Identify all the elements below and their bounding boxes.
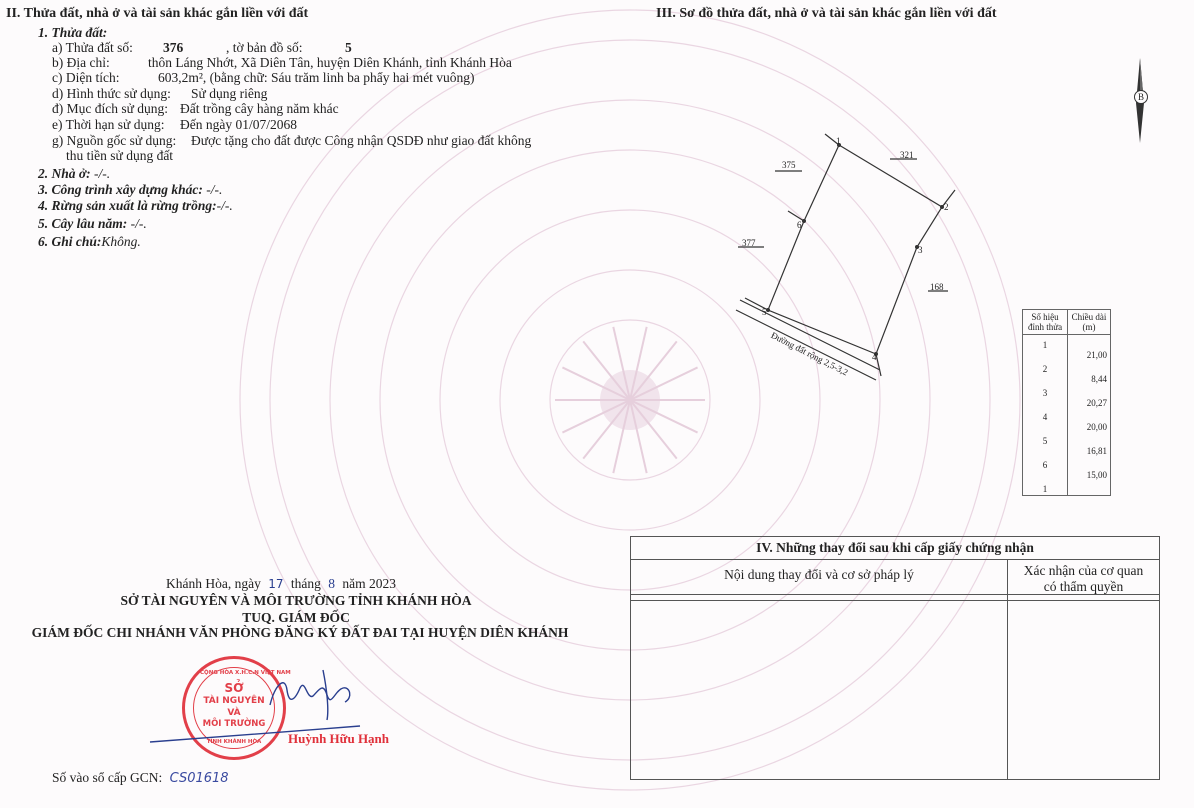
month-label: tháng <box>290 576 321 591</box>
signer-position: GIÁM ĐỐC CHI NHÁNH VĂN PHÒNG ĐĂNG KÝ ĐẤT ĐAI TẠI HUYỆN DIÊN KHÁNH <box>31 625 569 640</box>
point-4: 4 <box>1042 412 1048 422</box>
segment-length-table <box>1022 309 1111 496</box>
length-1: 21,00 <box>1086 350 1107 360</box>
map-sheet-label: , tờ bản đồ số: <box>226 40 303 55</box>
north-label-circle <box>1134 90 1148 104</box>
changes-confirm-header <box>1008 560 1159 595</box>
point-1-close: 1 <box>1042 484 1048 494</box>
changes-content-header: Nội dung thay đổi và cơ sở pháp lý <box>631 560 1007 595</box>
parcel-label: a) Thửa đất số: <box>52 40 133 55</box>
date-day: 17 <box>268 577 284 591</box>
house-item <box>38 166 110 181</box>
use-form-value: Sử dụng riêng <box>191 86 268 101</box>
origin-label: g) Nguồn gốc sử dụng: <box>52 133 177 148</box>
header-divider <box>631 595 1007 601</box>
tuq-line: TUQ. GIÁM ĐỐC <box>242 610 350 625</box>
neighbor-label: 321 <box>900 150 914 160</box>
seal-text-mid2: TÀI NGUYÊN <box>203 696 265 706</box>
point-cell <box>1023 335 1068 496</box>
north-label: B <box>1137 92 1144 102</box>
vertex-label: 3 <box>918 245 923 255</box>
neighbor-label: 168 <box>930 282 944 292</box>
agency-name: SỞ TÀI NGUYÊN VÀ MÔI TRƯỜNG TỈNH KHÁNH HÒA <box>120 593 472 608</box>
table-header-row <box>1023 310 1111 335</box>
road-label: Đường đất rộng 2,5-3,2 <box>769 330 850 378</box>
forest-value: -/-. <box>216 198 233 213</box>
vertex-label: 5 <box>762 307 767 317</box>
year-label: năm 2023 <box>342 576 397 591</box>
confirm-header-line1: Xác nhận của cơ quan <box>1023 563 1144 578</box>
house-label: 2. Nhà ở: <box>38 166 91 181</box>
note-label: 6. Ghi chú: <box>38 234 102 249</box>
length-5: 16,81 <box>1086 446 1107 456</box>
parcel-number: 376 <box>163 40 184 55</box>
perennial-item <box>38 216 147 231</box>
perennial-label: 5. Cây lâu năm: <box>38 216 128 231</box>
construction-item <box>38 182 222 197</box>
origin-value-cont: thu tiền sử dụng đất <box>66 148 174 163</box>
seal-text-mid1: SỞ <box>224 681 244 695</box>
area-value: 603,2m², (bằng chữ: Sáu trăm linh ba phẩy hai mét vuông) <box>158 70 475 85</box>
length-cell <box>1068 335 1111 496</box>
point-3: 3 <box>1042 388 1048 398</box>
term-value: Đến ngày 01/07/2068 <box>180 117 297 132</box>
neighbor-label: 377 <box>742 238 756 248</box>
forest-item <box>38 198 233 213</box>
point-6: 6 <box>1042 460 1048 470</box>
table-header-length: Chiều dài (m) <box>1068 310 1111 335</box>
point-1: 1 <box>1042 340 1048 350</box>
note-item <box>38 234 141 249</box>
seal-text-mid4: MÔI TRƯỜNG <box>202 719 266 729</box>
point-5: 5 <box>1042 436 1048 446</box>
perennial-value: -/-. <box>130 216 147 231</box>
table-header-point: Số hiệu đỉnh thửa <box>1023 310 1068 335</box>
vertex-label: 2 <box>944 202 949 212</box>
address-value: thôn Láng Nhớt, Xã Diên Tân, huyện Diên Khánh, tỉnh Khánh Hòa <box>148 55 512 70</box>
vertex-label: 6 <box>797 220 802 230</box>
changes-confirm-column <box>1008 560 1159 779</box>
seal-text-bottom: TỈNH KHÁNH HÒA <box>206 739 262 745</box>
purpose-label: đ) Mục đích sử dụng: <box>52 101 169 116</box>
point-2: 2 <box>1042 364 1048 374</box>
header-divider <box>1008 595 1159 601</box>
gcn-value: CS01618 <box>169 771 229 786</box>
vertex-label: 4 <box>872 352 877 362</box>
date-month: 8 <box>328 576 336 591</box>
parcel-boundary <box>768 145 942 354</box>
use-form-label: d) Hình thức sử dụng: <box>52 86 171 101</box>
length-2: 8,44 <box>1091 374 1107 384</box>
length-6: 15,00 <box>1086 470 1107 480</box>
purpose-value: Đất trồng cây hàng năm khác <box>180 101 339 116</box>
section3-heading: III. Sơ đồ thửa đất, nhà ở và tài sản khác gắn liền với đất <box>656 6 997 21</box>
length-3: 20,27 <box>1086 398 1107 408</box>
confirm-header-line2: có thẩm quyền <box>1043 579 1124 594</box>
land-heading: 1. Thửa đất: <box>38 25 108 40</box>
construction-label: 3. Công trình xây dựng khác: <box>38 182 203 197</box>
construction-value: -/-. <box>206 182 223 197</box>
forest-label: 4. Rừng sản xuất là rừng trồng: <box>38 198 217 213</box>
gcn-register <box>52 770 229 786</box>
table-row <box>1023 335 1111 496</box>
parcel-sketch <box>700 120 1000 390</box>
map-sheet-number: 5 <box>345 40 352 55</box>
gcn-label: Số vào sổ cấp GCN: <box>52 770 163 785</box>
seal-text-top: CỘNG HÒA X.H.C.N VIỆT NAM <box>200 670 291 676</box>
note-value: Không. <box>101 234 141 249</box>
section2-heading: II. Thửa đất, nhà ở và tài sản khác gắn liền với đất <box>6 6 309 21</box>
term-label: e) Thời hạn sử dụng: <box>52 117 165 132</box>
seal-text-mid3: VÀ <box>227 708 241 718</box>
address-label: b) Địa chỉ: <box>52 55 110 70</box>
origin-value: Được tặng cho đất được Công nhận QSDĐ như giao đất không <box>191 133 532 148</box>
place-date <box>166 576 396 592</box>
area-label: c) Diện tích: <box>52 70 120 85</box>
section4-heading: IV. Những thay đổi sau khi cấp giấy chứng nhận <box>631 537 1159 560</box>
place-date-prefix: Khánh Hòa, ngày <box>166 576 261 591</box>
house-value: -/-. <box>94 166 111 181</box>
neighbor-label: 375 <box>782 160 796 170</box>
vertex-label: 1 <box>836 136 841 146</box>
changes-content-column <box>631 560 1008 779</box>
changes-table <box>630 536 1160 780</box>
signer-name: Huỳnh Hữu Hạnh <box>288 731 390 746</box>
length-4: 20,00 <box>1086 422 1107 432</box>
